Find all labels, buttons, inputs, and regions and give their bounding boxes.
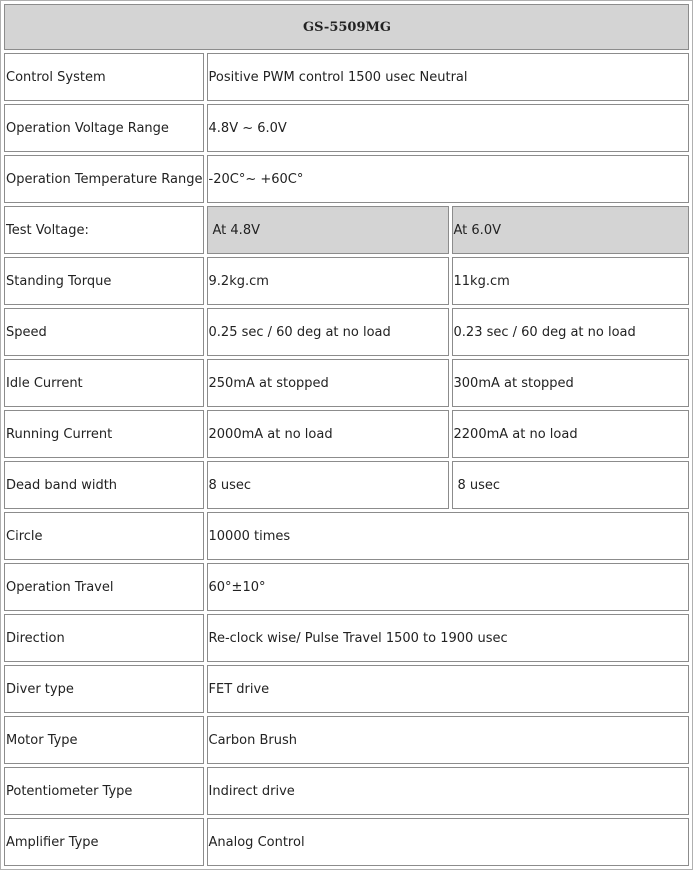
row-value: Positive PWM control 1500 usec Neutral: [207, 53, 689, 101]
table-header-row: [4, 4, 689, 50]
row-value: Re-clock wise/ Pulse Travel 1500 to 1900 usec: [207, 614, 689, 662]
row-label: Motor Type: [4, 716, 204, 764]
row-label: Circle: [4, 512, 204, 560]
row-label: Standing Torque: [4, 257, 204, 305]
value-60: 8 usec: [452, 461, 689, 509]
row-label: Amplifier Type: [4, 818, 204, 866]
row-label: Operation Travel: [4, 563, 204, 611]
value-60: 11kg.cm: [452, 257, 689, 305]
table-row: [4, 512, 689, 560]
row-value: 60°±10°: [207, 563, 689, 611]
value-60: 0.23 sec / 60 deg at no load: [452, 308, 689, 356]
table-row: [4, 767, 689, 815]
row-value: Carbon Brush: [207, 716, 689, 764]
table-row: [4, 359, 689, 407]
row-label: Control System: [4, 53, 204, 101]
table-row: [4, 614, 689, 662]
table-row: [4, 716, 689, 764]
row-label: Operation Voltage Range: [4, 104, 204, 152]
row-value: 4.8V ~ 6.0V: [207, 104, 689, 152]
row-label: Diver type: [4, 665, 204, 713]
table-row: [4, 257, 689, 305]
table-row: [4, 206, 689, 254]
table-row: [4, 563, 689, 611]
row-value: 10000 times: [207, 512, 689, 560]
row-label: Potentiometer Type: [4, 767, 204, 815]
voltage-header-60: At 6.0V: [452, 206, 689, 254]
row-label: Operation Temperature Range: [4, 155, 204, 203]
row-label: Test Voltage:: [4, 206, 204, 254]
row-label: Dead band width: [4, 461, 204, 509]
table-row: [4, 104, 689, 152]
row-label: Speed: [4, 308, 204, 356]
row-value: FET drive: [207, 665, 689, 713]
value-48: 8 usec: [207, 461, 449, 509]
value-48: 0.25 sec / 60 deg at no load: [207, 308, 449, 356]
table-row: [4, 155, 689, 203]
table-row: [4, 818, 689, 866]
row-label: Idle Current: [4, 359, 204, 407]
voltage-header-48: At 4.8V: [207, 206, 449, 254]
row-label: Direction: [4, 614, 204, 662]
table-row: [4, 665, 689, 713]
value-48: 9.2kg.cm: [207, 257, 449, 305]
value-48: 250mA at stopped: [207, 359, 449, 407]
row-value: Indirect drive: [207, 767, 689, 815]
table-row: [4, 308, 689, 356]
table-row: [4, 53, 689, 101]
value-60: 300mA at stopped: [452, 359, 689, 407]
value-48: 2000mA at no load: [207, 410, 449, 458]
table-row: [4, 461, 689, 509]
table-row: [4, 410, 689, 458]
value-60: 2200mA at no load: [452, 410, 689, 458]
row-value: Analog Control: [207, 818, 689, 866]
table-title: GS-5509MG: [4, 4, 689, 50]
row-label: Running Current: [4, 410, 204, 458]
row-value: -20C°~ +60C°: [207, 155, 689, 203]
